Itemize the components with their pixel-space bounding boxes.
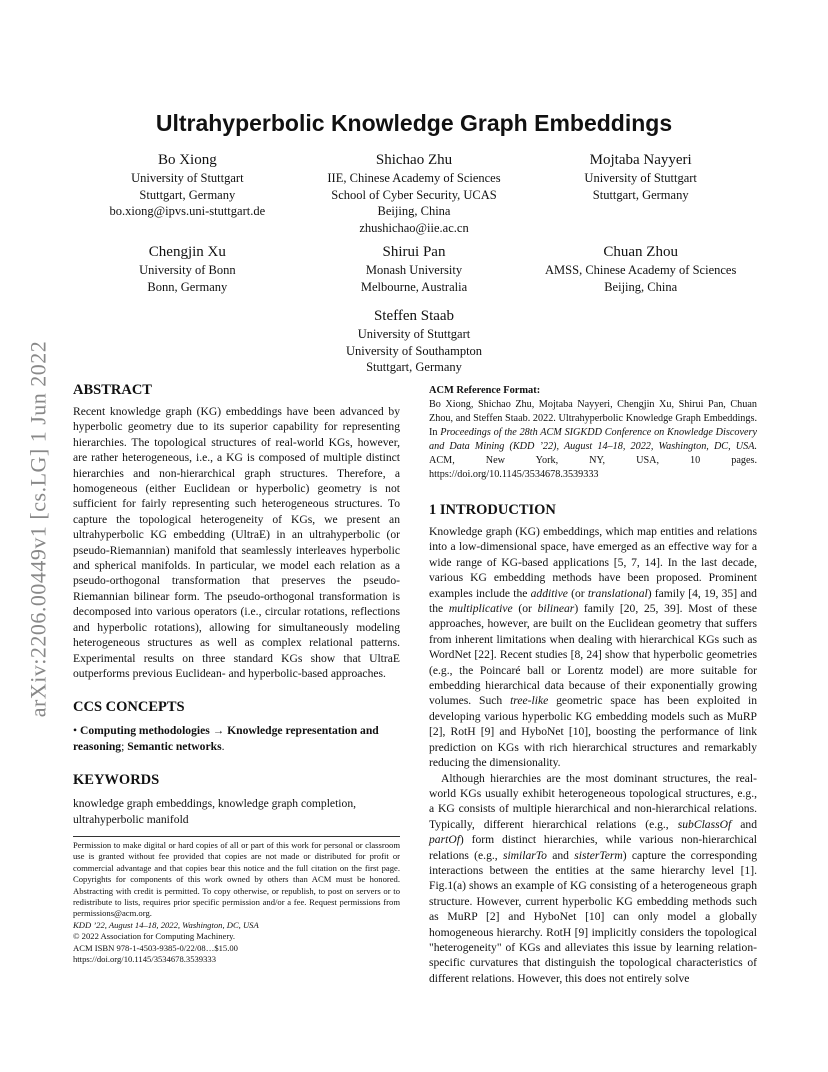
ccs-concept-primary: Computing methodologies → Knowledge representation and reasoning	[73, 724, 379, 753]
intro-term-multiplicative: multiplicative	[448, 602, 513, 616]
conference-line: KDD ’22, August 14–18, 2022, Washington, DC, USA	[73, 919, 259, 930]
introduction-heading: 1 INTRODUCTION	[429, 502, 556, 518]
abstract-text: Recent knowledge graph (KG) embeddings have been advanced by hyperbolic geometry due to its superior capability for representing hierarchies. The topological structures of real-world KGs, however, are rather heterogeneous, i.e., a KG is composed of multiple distinct hierarchies and non-hierarchical graph structures. Therefore, a homogeneous (either Euclidean or hyperbolic) geometry is not sufficient for fairly representing such heterogeneous structures. To capture the topological heterogeneity of KGs, we present an ultrahyperbolic KG embedding (UltraE) in an ultrahyperbolic (or pseudo-Riemannian) manifold that seamlessly interleaves hyperbolic and spherical manifolds. In particular, we model each relation as a pseudo-orthogonal transformation that preserves the pseudo-Riemannian bilinear form. The pseudo-orthogonal transformation is decomposed into various operators (i.e., circular rotations, reflections and hyperbolic rotations), allowing for simultaneously modeling heterogeneous structures as well as complex relational patterns. Experimental results on three standard KGs show that UltraE outperforms previous Euclidean- and hyperbolic-based approaches.	[73, 405, 400, 680]
author-email[interactable]: zhushichao@iie.ac.cn	[359, 220, 469, 235]
author-location: Beijing, China	[604, 279, 678, 294]
arxiv-identifier-stamp[interactable]	[20, 292, 56, 766]
author-affiliation: University of Bonn	[139, 263, 236, 277]
acm-reference-venue: Proceedings of the 28th ACM SIGKDD Conference on Knowledge Discovery and Data Mining (KDD ’22), August 14–18, 2022, Washington, DC, USA.	[429, 427, 757, 452]
author-affiliation: University of Southampton	[345, 343, 483, 358]
author-block	[527, 150, 754, 236]
permission-text: Permission to make digital or hard copies of all or part of this work for personal or classroom use is granted without fee provided that copies are not made or distributed for profit or commercial advantage and that copies bear this notice and the full citation on the first page. Copyrights for components of this work owned by others than ACM must be honored. Abstracting with credit is permitted. To copy otherwise, or republish, to post on servers or to redistribute to lists, requires prior specific permission and/or a fee. Request permissions from permissions@acm.org.	[73, 840, 400, 919]
intro-p2-text: and	[546, 848, 575, 862]
footnote-divider	[73, 836, 400, 837]
permission-footnote	[73, 840, 400, 965]
author-email[interactable]: bo.xiong@ipvs.uni-stuttgart.de	[109, 204, 266, 218]
author-block	[301, 150, 528, 236]
intro-term-bilinear: bilinear	[537, 602, 575, 616]
author-location: Stuttgart, Germany	[366, 360, 462, 374]
isbn-line: ACM ISBN 978-1-4503-9385-0/22/08…$15.00	[73, 942, 238, 953]
ccs-bullet: •	[73, 724, 78, 738]
ccs-concepts-text	[73, 723, 400, 754]
author-affiliation: IIE, Chinese Academy of Sciences	[327, 171, 501, 185]
author-affiliation: Monash University	[365, 263, 463, 277]
arxiv-identifier-text: arXiv:2206.00449v1 [cs.LG] 1 Jun 2022	[25, 340, 51, 718]
author-name: Steffen Staab	[373, 308, 455, 324]
acm-reference-text	[429, 398, 757, 482]
author-location: Beijing, China	[377, 204, 451, 218]
intro-p2-text: ) form distinct hierarchies, while various non-hierarchical relations (e.g.,	[429, 833, 757, 862]
author-block	[74, 150, 301, 236]
ccs-concept-secondary: Semantic networks	[127, 739, 222, 753]
author-row-3	[74, 306, 754, 376]
author-affiliation: University of Stuttgart	[357, 327, 471, 341]
introduction-paragraph-1	[429, 524, 757, 771]
intro-term-partof: partOf	[429, 833, 460, 847]
doi-link[interactable]: https://doi.org/10.1145/3534678.3539333	[73, 954, 216, 965]
author-block	[527, 242, 754, 295]
intro-term-subclassof: subClassOf	[677, 817, 732, 831]
author-block	[74, 242, 301, 295]
intro-p2-text: ) capture the corresponding interactions between the entities at the same hierarchy level [1]. Fig.1(a) shows an example of KG consisting of a heterogeneous graph structure. However, current hyperbolic KG embedding methods such as MuRP [2] and HyboNet [10] can only model a globally homogeneous hierarchy. RotH [9] implicitly considers the topological "heterogeneity" of KGs and alleviates this issue by learning relation-specific curvatures that distinguish the topological characteristics of different relations. However, this does not entirely solve	[429, 848, 757, 985]
author-affiliation: School of Cyber Security, UCAS	[331, 187, 497, 202]
author-name: Shirui Pan	[382, 244, 446, 260]
author-affiliation: University of Stuttgart	[131, 171, 244, 185]
intro-p1-text: ) family [4, 19, 35] and the	[429, 586, 757, 616]
intro-term-similarto: similarTo	[502, 848, 547, 862]
left-column	[73, 380, 400, 827]
intro-term-sisterterm: sisterTerm	[574, 848, 623, 862]
ccs-end: .	[221, 739, 225, 753]
ccs-separator: ;	[121, 739, 128, 753]
intro-p1-text: (or	[567, 586, 588, 600]
author-location: Melbourne, Australia	[360, 279, 468, 294]
author-name: Chengjin Xu	[148, 244, 226, 260]
introduction-paragraph-2	[429, 771, 757, 987]
paper-title: Ultrahyperbolic Knowledge Graph Embeddings	[155, 110, 673, 136]
intro-p1-text: (or	[512, 602, 538, 616]
intro-p2-text: Although hierarchies are the most dominant structures, the real-world KGs usually exhibit heterogeneous topological structures, e.g., a KG consists of multiple hierarchical and non-hierarchical relations. Typically, different hierarchical relations (e.g.,	[429, 771, 757, 831]
intro-p1-text: Knowledge graph (KG) embeddings, which map entities and relations into a low-dimensional space, have emerged as an effective way for a wide range of KG-based applications [5, 7, 14]. In the last decade, various KG embedding methods have been proposed. Prominent examples include the	[429, 525, 757, 600]
abstract-heading: ABSTRACT	[73, 382, 152, 398]
author-name: Bo Xiong	[157, 152, 217, 168]
author-name: Mojtaba Nayyeri	[589, 152, 692, 168]
author-affiliation: University of Stuttgart	[584, 171, 697, 185]
acm-reference-part2[interactable]: ACM, New York, NY, USA, 10 pages. https://doi.org/10.1145/3534678.3539333	[429, 455, 757, 480]
ccs-concepts-heading: CCS CONCEPTS	[73, 699, 185, 716]
author-block	[301, 242, 528, 295]
intro-term-tree-like: tree-like	[510, 694, 549, 708]
acm-reference-part1: Bo Xiong, Shichao Zhu, Mojtaba Nayyeri, Chengjin Xu, Shirui Pan, Chuan Zhou, and Steffen Staab. 2022. Ultrahyperbolic Knowledge Graph Embeddings. In	[429, 399, 757, 438]
author-name: Shichao Zhu	[375, 152, 453, 168]
author-location: Bonn, Germany	[147, 279, 228, 294]
keywords-text: knowledge graph embeddings, knowledge graph completion, ultrahyperbolic manifold	[73, 797, 357, 826]
keywords-heading: KEYWORDS	[73, 772, 160, 789]
acm-reference-heading: ACM Reference Format:	[429, 385, 541, 396]
author-row-2	[74, 242, 754, 295]
intro-p2-text: and	[731, 817, 758, 831]
author-location: Stuttgart, Germany	[592, 187, 689, 202]
author-block	[301, 306, 527, 376]
intro-term-additive: additive	[530, 586, 568, 600]
author-location: Stuttgart, Germany	[139, 187, 236, 202]
intro-p1-text: ) family [20, 25, 39]. Most of these approaches, however, are built on the Euclidean geometry that suffers from inherent limitations when dealing with hierarchical KGs such as WordNet [22]. Recent studies [8, 24] show that hyperbolic geometries (e.g., the Poincaré ball or Lorentz model) are more suitable for embedding hierarchical data because of their exponentially growing volumes. Such	[429, 602, 757, 708]
right-column	[429, 384, 757, 986]
author-name: Chuan Zhou	[603, 244, 678, 260]
intro-p1-text: geometric space has been exploited in developing various hyperbolic KG embedding models such as MuRP [2], RotH [9] and HyboNet [10], boosting the performance of link prediction on KGs with rich hierarchical structures and remarkably reducing the dimensionality.	[429, 694, 757, 770]
author-row-1	[74, 150, 754, 236]
intro-term-translational: translational	[587, 586, 648, 600]
author-affiliation: AMSS, Chinese Academy of Sciences	[545, 263, 737, 277]
copyright-line: © 2022 Association for Computing Machinery.	[73, 931, 236, 942]
